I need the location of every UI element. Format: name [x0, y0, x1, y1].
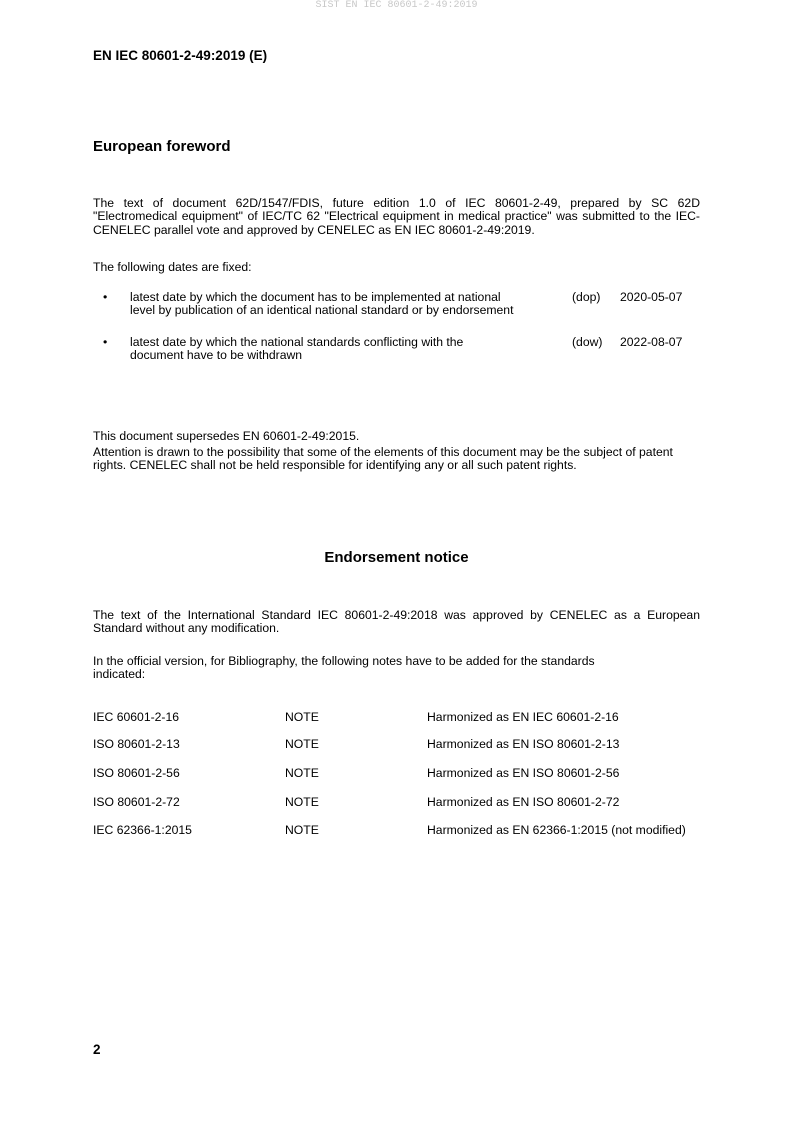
note-standard: ISO 80601-2-13: [93, 737, 180, 751]
date-item-line1: latest date by which the document has to be implemented at national: [130, 290, 501, 304]
note-standard: ISO 80601-2-72: [93, 795, 180, 809]
note-row: [93, 795, 733, 809]
dates-intro: The following dates are fixed:: [93, 260, 252, 274]
foreword-title: European foreword: [93, 138, 231, 155]
note-text: Harmonized as EN ISO 80601-2-72: [427, 795, 620, 809]
note-text: Harmonized as EN 62366-1:2015 (not modified): [427, 823, 686, 837]
note-standard: IEC 60601-2-16: [93, 710, 180, 724]
note-row: [93, 823, 733, 837]
note-label: NOTE: [285, 823, 319, 837]
supersedes-text: This document supersedes EN 60601-2-49:2015.: [93, 429, 360, 443]
bibliography-intro-line1: In the official version, for Bibliography, the following notes have to be added for the standards: [93, 654, 595, 668]
bibliography-intro: [93, 655, 700, 682]
note-text: Harmonized as EN ISO 80601-2-56: [427, 766, 620, 780]
note-label: NOTE: [285, 710, 319, 724]
note-label: NOTE: [285, 737, 319, 751]
bullet-icon: •: [103, 335, 108, 349]
date-item-line2: document have to be withdrawn: [130, 348, 303, 363]
note-row: [93, 766, 733, 780]
date-value: 2020-05-07: [620, 290, 683, 304]
bibliography-intro-line2: indicated:: [93, 667, 146, 682]
note-standard: IEC 62366-1:2015: [93, 823, 192, 837]
note-text: Harmonized as EN IEC 60601-2-16: [427, 710, 619, 724]
note-label: NOTE: [285, 766, 319, 780]
date-code: (dow): [572, 335, 603, 349]
note-text: Harmonized as EN ISO 80601-2-13: [427, 737, 620, 751]
date-code: (dop): [572, 290, 601, 304]
attention-text: Attention is drawn to the possibility that some of the elements of this document may be the subject of patent rights. CENELEC shall not be held responsible for identifying any or all such patent rights.: [93, 445, 673, 473]
note-row: [93, 737, 733, 751]
note-label: NOTE: [285, 795, 319, 809]
document-header: EN IEC 80601-2-49:2019 (E): [93, 48, 268, 63]
foreword-paragraph: The text of document 62D/1547/FDIS, future edition 1.0 of IEC 80601-2-49, prepared by SC 62D "Electromedical equipment" of IEC/TC 62 "Electrical equipment in medical practice" was submitted to the IEC-CENELEC parallel vote and approved by CENELEC as EN IEC 80601-2-49:2019.: [93, 196, 700, 237]
page-number: 2: [93, 1042, 101, 1057]
note-row: [93, 710, 733, 724]
bullet-icon: •: [103, 290, 108, 304]
note-standard: ISO 80601-2-56: [93, 766, 180, 780]
endorsement-paragraph: The text of the International Standard IEC 80601-2-49:2018 was approved by CENELEC as a European Standard without any modification.: [93, 608, 700, 636]
date-value: 2022-08-07: [620, 335, 683, 349]
date-item-line2: level by publication of an identical national standard or by endorsement: [130, 303, 514, 318]
date-item-line1: latest date by which the national standards conflicting with the: [130, 335, 464, 349]
watermark: SIST EN IEC 80601-2-49:2019: [315, 0, 478, 11]
endorsement-title: Endorsement notice: [324, 549, 469, 566]
